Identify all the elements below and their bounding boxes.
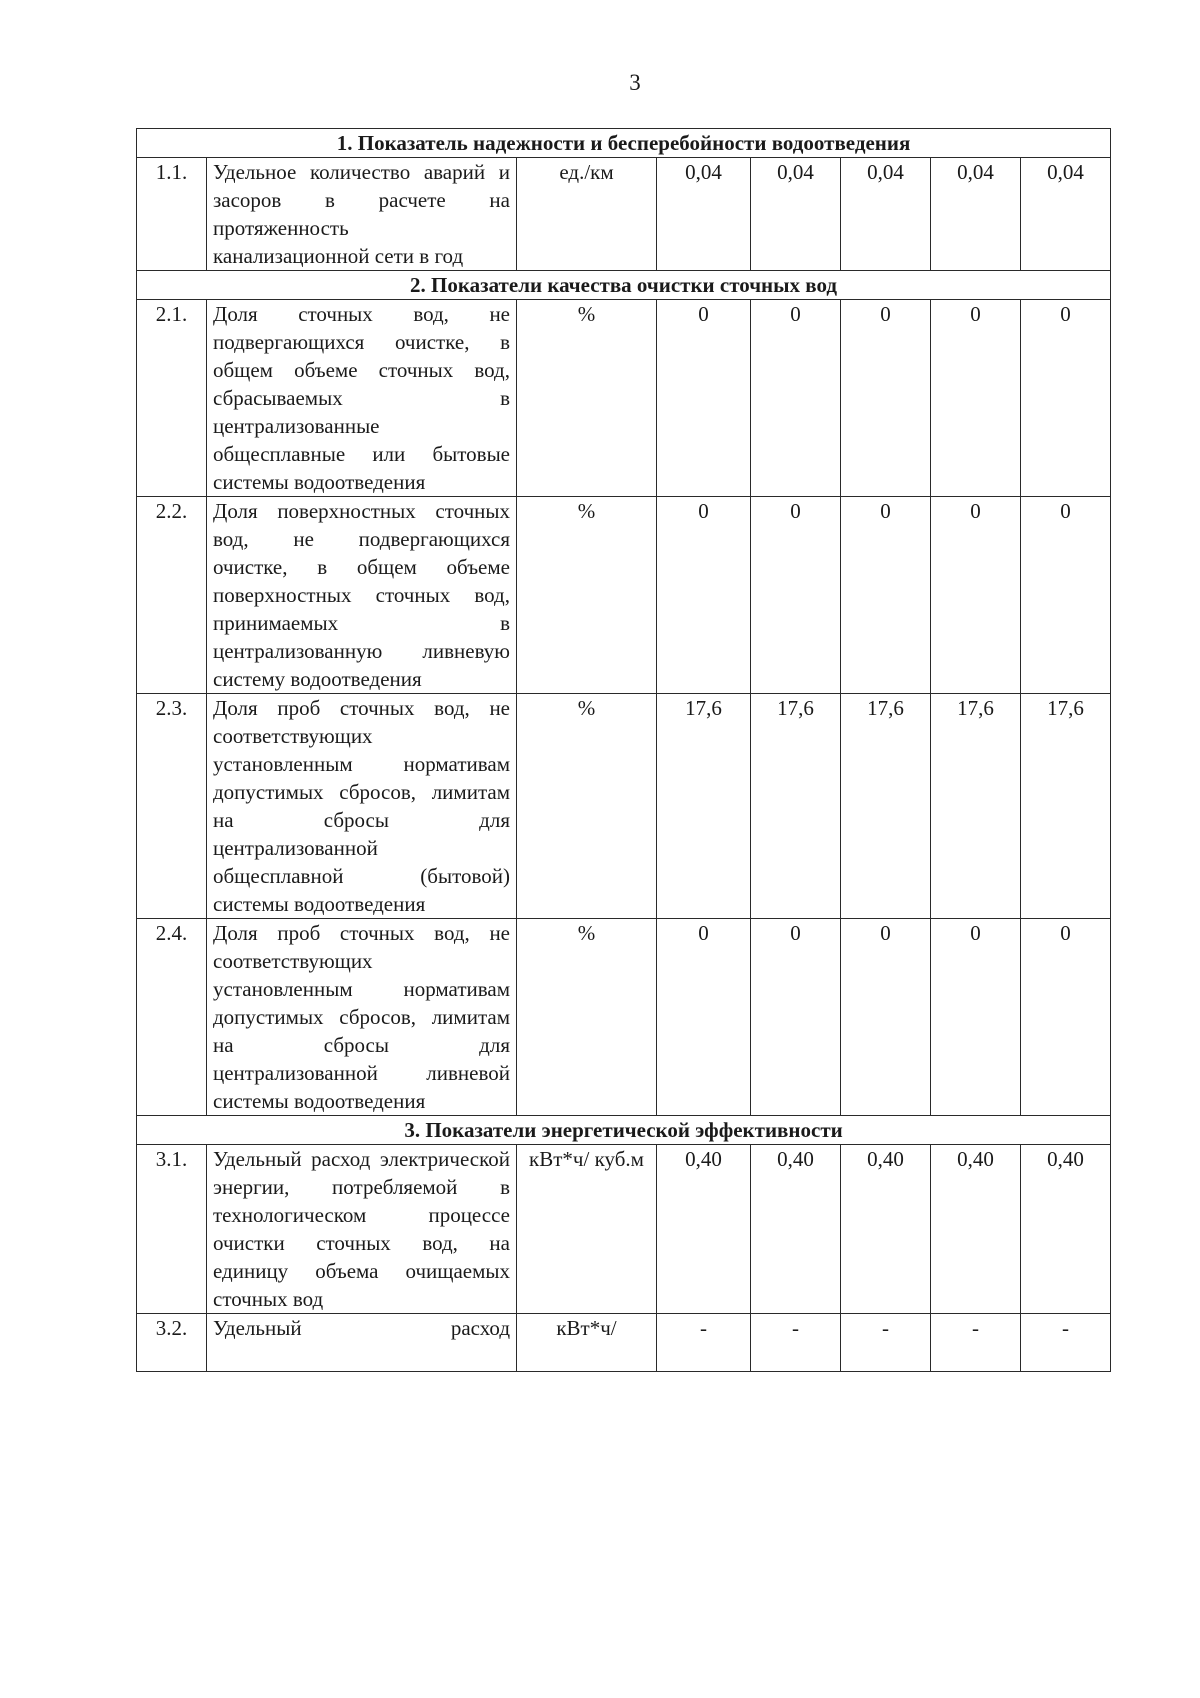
value-cell: - [751, 1314, 841, 1372]
section-header-row [137, 1116, 1111, 1145]
value-cell: 0 [1021, 300, 1111, 497]
row-number: 2.3. [137, 694, 207, 919]
table-row [137, 1314, 1111, 1372]
indicator-name: Доля проб сточных вод, не соответствующих установленным нормативам допустимых сбросов, лимитам на сбросы для централизованной общесплавной (бытовой) системы водоотведения [207, 694, 517, 919]
value-cell: 0,40 [1021, 1145, 1111, 1314]
value-cell: 0 [841, 919, 931, 1116]
table-row [137, 694, 1111, 919]
value-cell: 17,6 [657, 694, 751, 919]
value-cell: - [841, 1314, 931, 1372]
value-cell: 0 [657, 300, 751, 497]
section-title: 2. Показатели качества очистки сточных вод [137, 271, 1111, 300]
table-row [137, 158, 1111, 271]
value-cell: 0 [751, 497, 841, 694]
value-cell: 0 [751, 300, 841, 497]
section-header-row [137, 129, 1111, 158]
value-cell: 0 [841, 300, 931, 497]
value-cell: 0,40 [931, 1145, 1021, 1314]
row-number: 3.2. [137, 1314, 207, 1372]
value-cell: 0 [931, 497, 1021, 694]
row-number: 2.1. [137, 300, 207, 497]
value-cell: - [657, 1314, 751, 1372]
value-cell: 0 [931, 300, 1021, 497]
section-title: 1. Показатель надежности и бесперебойности водоотведения [137, 129, 1111, 158]
value-cell: - [931, 1314, 1021, 1372]
value-cell: 0 [657, 497, 751, 694]
page-number: 3 [629, 70, 641, 95]
value-cell: 17,6 [841, 694, 931, 919]
value-cell: 0,40 [751, 1145, 841, 1314]
value-cell: 0,04 [931, 158, 1021, 271]
indicator-name: Удельный расход [207, 1314, 517, 1372]
value-cell: 0 [841, 497, 931, 694]
unit-cell: ед./км [517, 158, 657, 271]
unit-cell: % [517, 919, 657, 1116]
value-cell: 0 [751, 919, 841, 1116]
value-cell: 0,04 [841, 158, 931, 271]
value-cell: 0 [931, 919, 1021, 1116]
unit-cell: % [517, 694, 657, 919]
indicator-name: Удельный расход электрической энергии, потребляемой в технологическом процессе очистки сточных вод, на единицу объема очищаемых сточных вод [207, 1145, 517, 1314]
row-number: 1.1. [137, 158, 207, 271]
indicator-name: Доля сточных вод, не подвергающихся очистке, в общем объеме сточных вод, сбрасываемых в централизованные общесплавные или бытовые системы водоотведения [207, 300, 517, 497]
row-number: 2.2. [137, 497, 207, 694]
indicator-name: Доля поверхностных сточных вод, не подвергающихся очистке, в общем объеме поверхностных сточных вод, принимаемых в централизованную ливневую систему водоотведения [207, 497, 517, 694]
value-cell: 17,6 [1021, 694, 1111, 919]
indicators-table [136, 128, 1111, 1372]
value-cell: 0 [657, 919, 751, 1116]
value-cell: 0,40 [657, 1145, 751, 1314]
table-row [137, 1145, 1111, 1314]
value-cell: 17,6 [931, 694, 1021, 919]
value-cell: 0,04 [1021, 158, 1111, 271]
value-cell: 0 [1021, 919, 1111, 1116]
value-cell: 0,40 [841, 1145, 931, 1314]
indicator-name: Доля проб сточных вод, не соответствующих установленным нормативам допустимых сбросов, лимитам на сбросы для централизованной ливневой системы водоотведения [207, 919, 517, 1116]
value-cell: 0,04 [751, 158, 841, 271]
value-cell: 0 [1021, 497, 1111, 694]
unit-cell: % [517, 300, 657, 497]
row-number: 2.4. [137, 919, 207, 1116]
section-title: 3. Показатели энергетической эффективности [137, 1116, 1111, 1145]
table-row [137, 919, 1111, 1116]
unit-cell: кВт*ч/ куб.м [517, 1145, 657, 1314]
section-header-row [137, 271, 1111, 300]
value-cell: - [1021, 1314, 1111, 1372]
unit-cell: кВт*ч/ [517, 1314, 657, 1372]
value-cell: 0,04 [657, 158, 751, 271]
value-cell: 17,6 [751, 694, 841, 919]
indicator-name: Удельное количество аварий и засоров в расчете на протяженность канализационной сети в год [207, 158, 517, 271]
row-number: 3.1. [137, 1145, 207, 1314]
unit-cell: % [517, 497, 657, 694]
table-row [137, 497, 1111, 694]
table-row [137, 300, 1111, 497]
